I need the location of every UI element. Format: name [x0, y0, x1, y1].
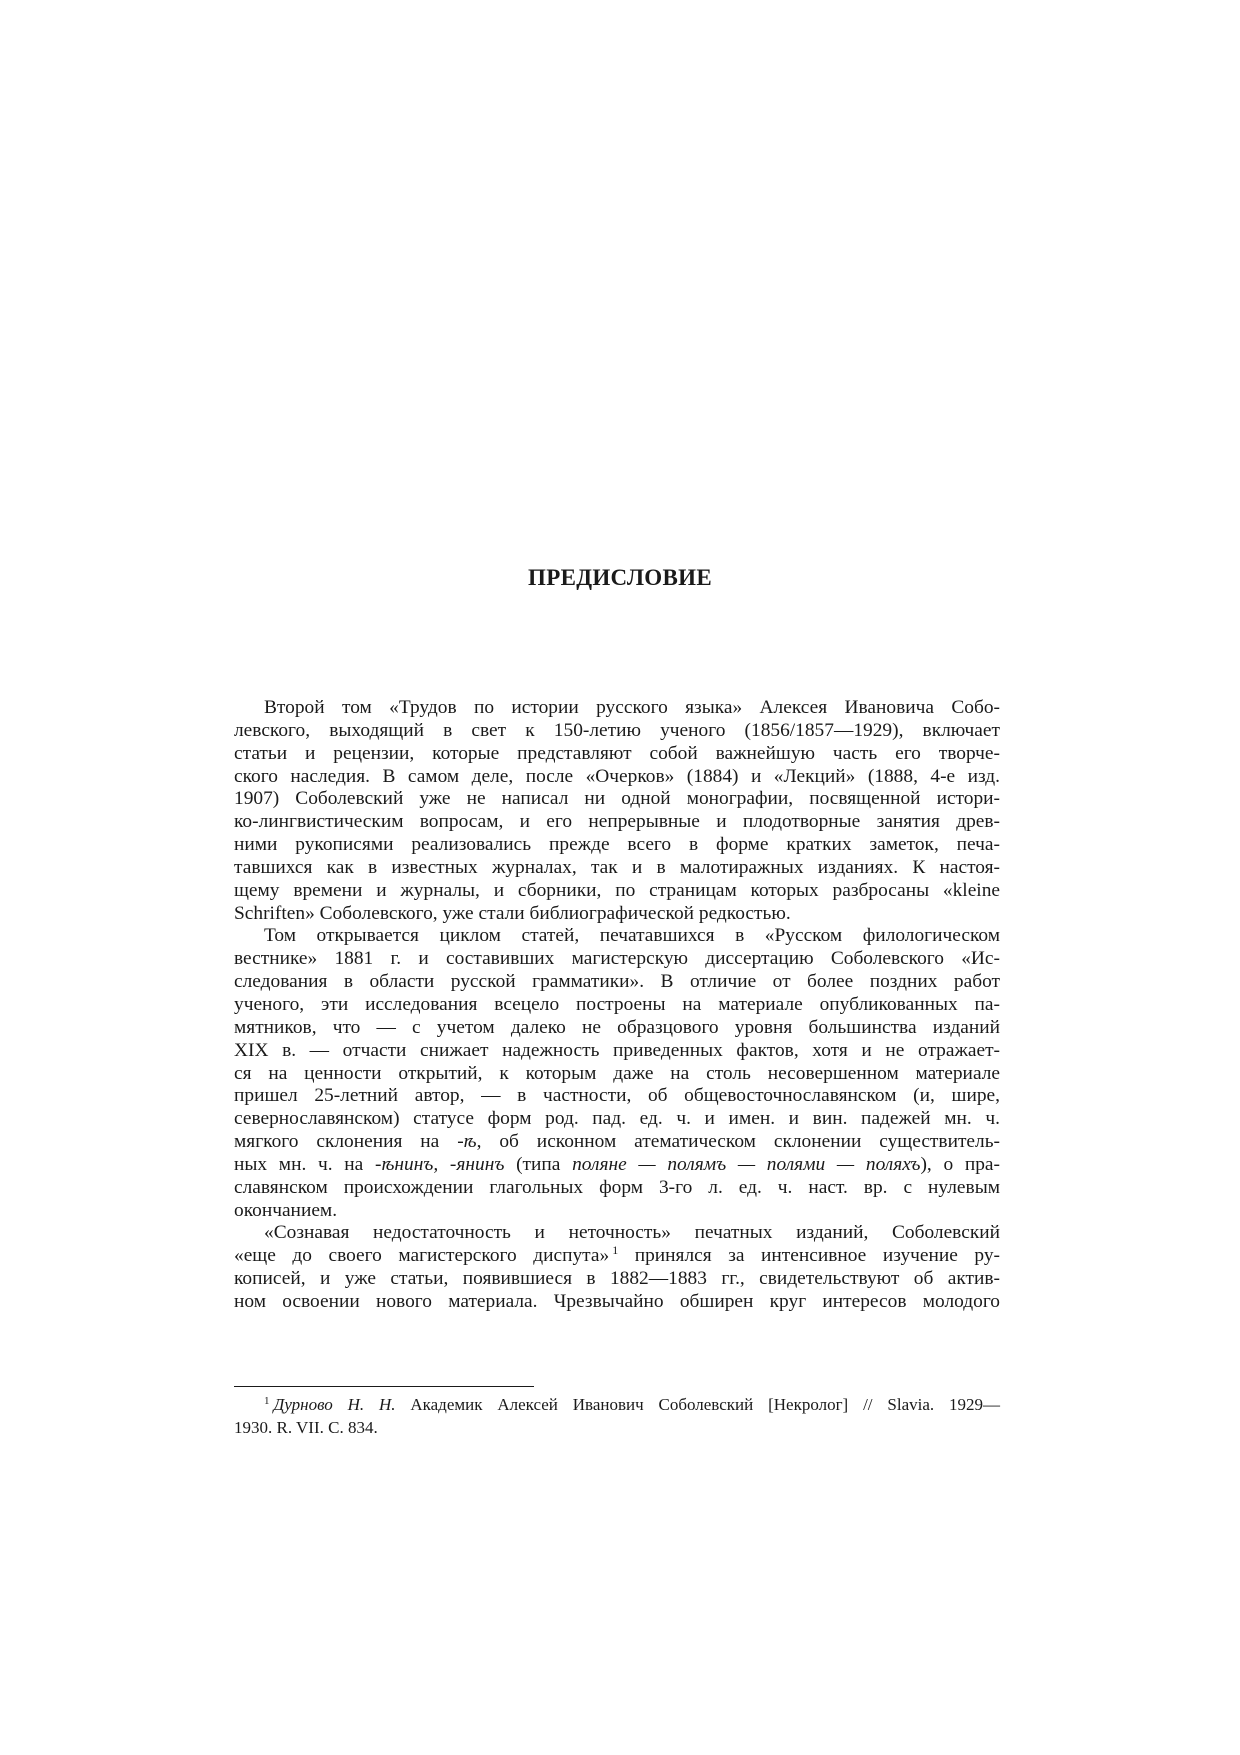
text-line: XIX в. — отчасти снижает надежность приведенных фактов, хотя и не отражает- [234, 1039, 1000, 1061]
text-line: ученого, эти исследования всецело построены на материале опубликованных па- [234, 993, 1000, 1015]
text-line: «Сознавая недостаточность и неточность» печатных изданий, Соболевский [264, 1222, 1000, 1244]
text-line: Том открывается циклом статей, печатавшихся в «Русском филологическом [264, 925, 1000, 947]
text-line: вестнике» 1881 г. и составивших магистерскую диссертацию Соболевского «Ис- [234, 948, 1000, 970]
footnote-divider [234, 1386, 534, 1387]
text-line: статьи и рецензии, которые представляют собой важнейшую часть его творче- [234, 742, 1000, 764]
italic-form: поляне — полямъ — полями — поляхъ [572, 1153, 921, 1175]
footnote-author: Дурново Н. Н. [273, 1395, 396, 1414]
text-line: пришел 25-летний автор, — в частности, об общевосточнославянском (и, шире, [234, 1085, 1000, 1107]
italic-form: -ѣ [457, 1131, 477, 1153]
text-line: мягкого склонения на -ѣ, об исконном атематическом склонении существитель- [234, 1131, 1000, 1153]
paragraph-manuscripts [234, 1222, 1000, 1313]
footnote-reference[interactable]: 1 [612, 1243, 619, 1258]
text-line: тавшихся как в известных журналах, так и в малотиражных изданиях. К настоя- [234, 856, 1000, 878]
paragraph-intro [234, 697, 1000, 925]
text-line: ных мн. ч. на -ѣнинъ, -янинъ (типа поляне — полямъ — полями — поляхъ), о пра- [234, 1153, 1000, 1175]
text-line: кописей, и уже статьи, появившиеся в 1882—1883 гг., свидетельствуют об актив- [234, 1268, 1000, 1290]
footnote-line: $^1$ Дурново Н. Н. Академик Алексей Иванович Соболевский [Некролог] // Slavia. 1929— [264, 1395, 1000, 1414]
text-line: Второй том «Трудов по истории русского языка» Алексея Ивановича Собо- [264, 697, 1000, 718]
text-line: левского, выходящий в свет к 150-летию ученого (1856/1857—1929), включает [234, 719, 1000, 741]
text-line: славянском происхождении глагольных форм 3-го л. ед. ч. наст. вр. с нулевым [234, 1176, 1000, 1198]
text-line: 1907) Соболевский уже не написал ни одной монографии, посвященной истори- [234, 788, 1000, 810]
text-line: ся на ценности открытий, к которым даже на столь несовершенном материале [234, 1062, 1000, 1084]
footnote [234, 1393, 1000, 1439]
text-line: Schriften» Соболевского, уже стали библиографической редкостью. [234, 902, 791, 924]
page-title: ПРЕДИСЛОВИЕ [528, 565, 712, 590]
text-line: мятников, что — с учетом далеко не образцового уровня большинства изданий [234, 1016, 1000, 1038]
body-text [234, 697, 1000, 1314]
paragraph-dissertation [234, 925, 1000, 1222]
text-line: «еще до своего магистерского диспута» $^1$ принялся за интенсивное изучение ру- [234, 1243, 1000, 1267]
text-line: ского наследия. В самом деле, после «Очерков» (1884) и «Лекций» (1888, 4-е изд. [234, 765, 1000, 787]
footnote-line: 1930. R. VII. С. 834. [234, 1418, 378, 1437]
text-line: ко-лингвистическим вопросам, и его непрерывные и плодотворные занятия древ- [234, 811, 1000, 833]
text-line: севернославянском) статусе форм род. пад. ед. ч. и имен. и вин. падежей мн. ч. [234, 1108, 1000, 1130]
text-line: следования в области русской грамматики». В отличие от более поздних работ [234, 971, 1000, 993]
text-line: ном освоении нового материала. Чрезвычайно обширен круг интересов молодого [234, 1290, 1000, 1312]
text-line: окончанием. [234, 1199, 338, 1221]
text-line: ними рукописями реализовались прежде всего в форме кратких заметок, печа- [234, 834, 1000, 856]
italic-form: -ѣнинъ, -янинъ [374, 1153, 505, 1175]
text-line: щему времени и журналы, и сборники, по страницам которых разбросаны «kleine [234, 879, 1000, 901]
footnote-number: 1 [264, 1395, 270, 1407]
